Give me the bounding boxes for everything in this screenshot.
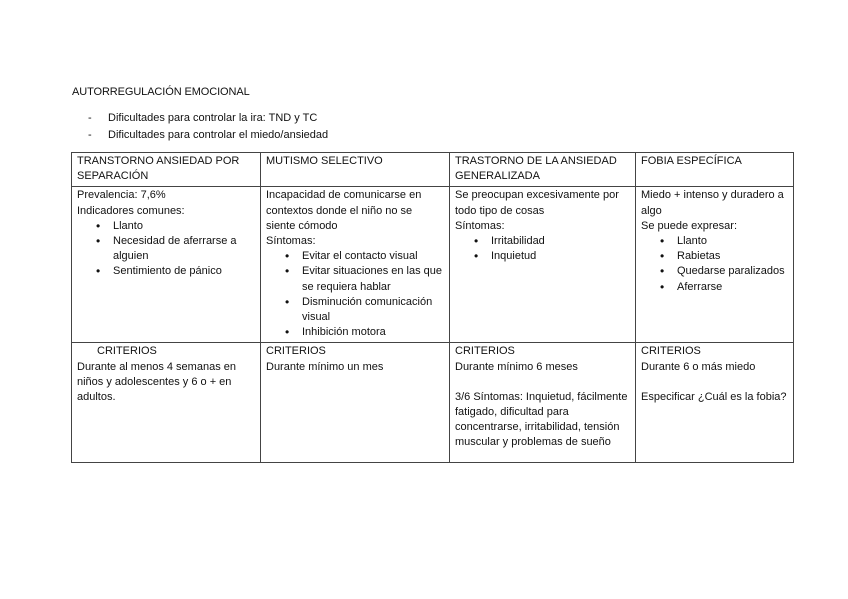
symptoms-list <box>266 249 444 340</box>
criteria-label: CRITERIOS <box>266 345 326 358</box>
cell-selective-mutism-criteria <box>261 343 450 463</box>
list-item: • Sentimiento de pánico <box>113 264 255 279</box>
criteria-text: Durante 6 o más miedo <box>641 360 756 373</box>
cell-generalized-anxiety-criteria <box>450 343 636 463</box>
indicators-list <box>77 219 255 280</box>
indicators-label: Indicadores comunes: <box>77 204 185 217</box>
header-cell-selective-mutism: MUTISMO SELECTIVO <box>261 153 450 187</box>
list-item: • Rabietas <box>677 249 788 264</box>
header-cell-generalized-anxiety: TRASTORNO DE LA ANSIEDAD GENERALIZADA <box>450 153 636 187</box>
list-item: • Aferrarse <box>677 280 788 295</box>
list-item: • Inhibición motora <box>302 325 444 340</box>
criteria-label: CRITERIOS <box>97 345 157 358</box>
symptoms-list <box>455 234 630 264</box>
cell-separation-anxiety-criteria <box>72 343 261 463</box>
list-item: • Necesidad de aferrarse a alguien <box>113 234 255 264</box>
cell-specific-phobia-criteria <box>636 343 794 463</box>
list-item: • Evitar el contacto visual <box>302 249 444 264</box>
cell-separation-anxiety-description <box>72 187 261 343</box>
criteria-extra-text: Especificar ¿Cuál es la fobia? <box>641 390 787 403</box>
list-item: • Evitar situaciones en las que se requiera hablar <box>302 264 444 294</box>
prevalence-text: Prevalencia: 7,6% <box>77 189 166 202</box>
intro-item: - Dificultades para controlar la ira: TND y TC <box>88 110 328 127</box>
table-row-description <box>72 187 794 343</box>
intro-list <box>88 110 328 144</box>
list-item: • Irritabilidad <box>491 234 630 249</box>
document-heading: AUTORREGULACIÓN EMOCIONAL <box>72 86 250 98</box>
list-item: • Inquietud <box>491 249 630 264</box>
cell-selective-mutism-description <box>261 187 450 343</box>
description-text: Incapacidad de comunicarse en contextos donde el niño no se siente cómodo <box>266 189 422 232</box>
symptoms-label: Síntomas: <box>455 219 505 232</box>
cell-generalized-anxiety-description <box>450 187 636 343</box>
header-cell-separation-anxiety: TRANSTORNO ANSIEDAD POR SEPARACIÓN <box>72 153 261 187</box>
disorders-table <box>71 152 794 463</box>
express-list <box>641 234 788 295</box>
header-cell-specific-phobia: FOBIA ESPECÍFICA <box>636 153 794 187</box>
description-text: Miedo + intenso y duradero a algo <box>641 189 784 217</box>
list-item: • Llanto <box>113 219 255 234</box>
list-item: • Disminución comunicación visual <box>302 295 444 325</box>
criteria-extra-text: 3/6 Síntomas: Inquietud, fácilmente fatigado, dificultad para concentrarse, irritabilidad, tensión muscular y problemas de sueño <box>455 390 628 449</box>
symptoms-label: Síntomas: <box>266 235 316 248</box>
criteria-label: CRITERIOS <box>641 345 701 358</box>
table-header-row <box>72 153 794 187</box>
table-row-criteria <box>72 343 794 463</box>
express-label: Se puede expresar: <box>641 219 738 232</box>
criteria-label: CRITERIOS <box>455 345 515 358</box>
criteria-text: Durante mínimo un mes <box>266 360 384 373</box>
cell-specific-phobia-description <box>636 187 794 343</box>
criteria-text: Durante al menos 4 semanas en niños y adolescentes y 6 o + en adultos. <box>77 360 236 404</box>
list-item: • Quedarse paralizados <box>677 264 788 279</box>
list-item: • Llanto <box>677 234 788 249</box>
criteria-text: Durante mínimo 6 meses <box>455 360 578 373</box>
description-text: Se preocupan excesivamente por todo tipo de cosas <box>455 189 619 217</box>
intro-item: - Dificultades para controlar el miedo/ansiedad <box>88 127 328 144</box>
